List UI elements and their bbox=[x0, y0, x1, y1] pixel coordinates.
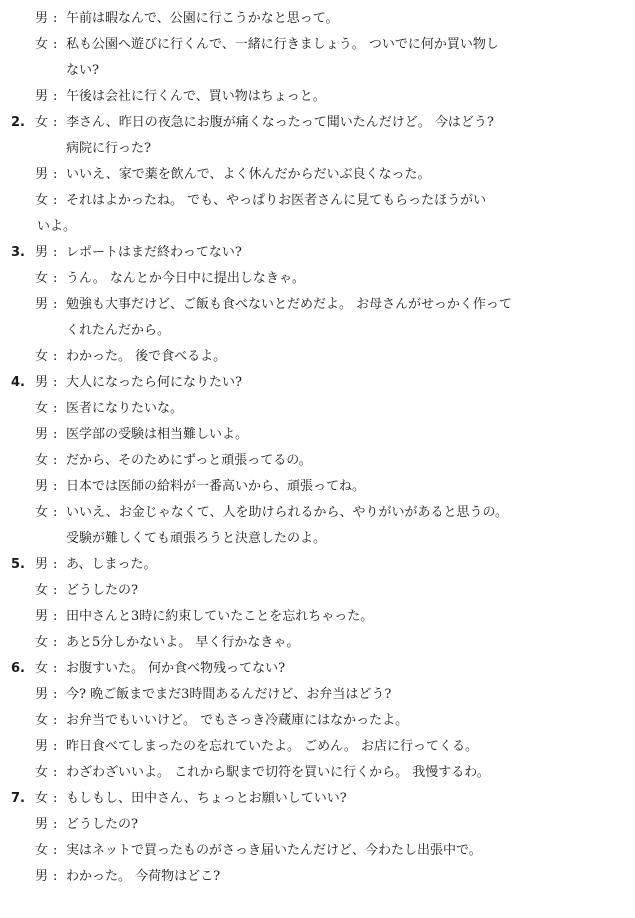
item-number: 5. bbox=[11, 557, 25, 572]
dialogue-line bbox=[0, 6, 635, 32]
dialogue-line bbox=[0, 578, 635, 604]
line-text: どうしたの? bbox=[66, 817, 138, 832]
dialogue-line bbox=[0, 760, 635, 786]
dialogue-line bbox=[0, 474, 635, 500]
line-text: 今? 晩ご飯までまだ3時間あるんだけど、お弁当はどう? bbox=[66, 687, 392, 702]
speaker-label: 女 bbox=[35, 349, 49, 364]
line-text: 午前は暇なんで、公園に行こうかなと思って。 bbox=[66, 11, 339, 26]
line-text: お弁当でもいいけど。 でもさっき冷蔵庫にはなかったよ。 bbox=[66, 713, 409, 728]
line-text: わかった。 後で食べるよ。 bbox=[66, 349, 227, 364]
speaker-label: 女 bbox=[35, 453, 49, 468]
dialogue-line bbox=[0, 500, 635, 526]
speaker-colon: : bbox=[53, 401, 58, 416]
speaker-colon: : bbox=[53, 713, 58, 728]
item-number: 6. bbox=[11, 661, 25, 676]
line-text: どうしたの? bbox=[66, 583, 138, 598]
line-text: 田中さんと3時に約束していたことを忘れちゃった。 bbox=[66, 609, 374, 624]
speaker-colon: : bbox=[53, 37, 58, 52]
speaker-colon: : bbox=[53, 375, 58, 390]
speaker-label: 女 bbox=[35, 583, 49, 598]
dialogue-line bbox=[0, 292, 635, 318]
dialogue-line bbox=[0, 422, 635, 448]
line-text: だから、そのためにずっと頑張ってるの。 bbox=[66, 453, 312, 468]
dialogue-line bbox=[0, 370, 635, 396]
speaker-label: 男 bbox=[35, 817, 49, 832]
line-text: 医学部の受験は相当難しいよ。 bbox=[66, 427, 249, 442]
speaker-colon: : bbox=[53, 427, 58, 442]
line-text: わざわざいいよ。 これから駅まで切符を買いに行くから。 我慢するわ。 bbox=[66, 765, 490, 780]
dialogue-line bbox=[0, 708, 635, 734]
speaker-colon: : bbox=[53, 661, 58, 676]
line-text: いいえ、お金じゃなくて、人を助けられるから、やりがいがあると思うの。 bbox=[66, 505, 509, 520]
line-text: わかった。 今荷物はどこ? bbox=[66, 869, 221, 884]
speaker-colon: : bbox=[53, 817, 58, 832]
dialogue-line bbox=[0, 110, 635, 136]
line-text: あと5分しかないよ。 早く行かなきゃ。 bbox=[66, 635, 300, 650]
speaker-label: 男 bbox=[35, 167, 49, 182]
line-text: 病院に行った? bbox=[66, 141, 151, 156]
dialogue-line bbox=[0, 786, 635, 812]
speaker-label: 男 bbox=[35, 89, 49, 104]
speaker-colon: : bbox=[53, 843, 58, 858]
dialogue-line bbox=[0, 344, 635, 370]
speaker-colon: : bbox=[53, 609, 58, 624]
dialogue-line bbox=[0, 864, 635, 890]
line-text: あ、しまった。 bbox=[66, 557, 157, 572]
line-text: 勉強も大事だけど、ご飯も食べないとだめだよ。 お母さんがせっかく作って bbox=[66, 297, 512, 312]
speaker-colon: : bbox=[53, 115, 58, 130]
speaker-colon: : bbox=[53, 349, 58, 364]
line-text: 大人になったら何になりたい? bbox=[66, 375, 242, 390]
speaker-colon: : bbox=[53, 271, 58, 286]
speaker-colon: : bbox=[53, 687, 58, 702]
speaker-label: 女 bbox=[35, 271, 49, 286]
speaker-label: 男 bbox=[35, 869, 49, 884]
dialogue-line bbox=[0, 318, 635, 344]
line-text: 受験が難しくても頑張ろうと決意したのよ。 bbox=[66, 531, 327, 546]
line-text: くれたんだから。 bbox=[66, 323, 171, 338]
dialogue-line bbox=[0, 266, 635, 292]
dialogue-line bbox=[0, 630, 635, 656]
speaker-label: 女 bbox=[35, 115, 49, 130]
dialogue-line bbox=[0, 604, 635, 630]
speaker-colon: : bbox=[53, 791, 58, 806]
item-number: 7. bbox=[11, 791, 25, 806]
dialogue-line bbox=[0, 526, 635, 552]
line-text: それはよかったね。 でも、やっぱりお医者さんに見てもらったほうがい bbox=[66, 193, 487, 208]
speaker-label: 女 bbox=[35, 843, 49, 858]
speaker-colon: : bbox=[53, 869, 58, 884]
speaker-colon: : bbox=[53, 739, 58, 754]
speaker-colon: : bbox=[53, 167, 58, 182]
line-text: いよ。 bbox=[37, 219, 77, 234]
speaker-colon: : bbox=[53, 11, 58, 26]
dialogue-line bbox=[0, 734, 635, 760]
line-text: もしもし、田中さん、ちょっとお願いしていい? bbox=[66, 791, 347, 806]
speaker-label: 男 bbox=[35, 609, 49, 624]
item-number: 4. bbox=[11, 375, 25, 390]
dialogue-line bbox=[0, 812, 635, 838]
item-number: 2. bbox=[11, 115, 25, 130]
dialogue-line bbox=[0, 32, 635, 58]
speaker-label: 女 bbox=[35, 791, 49, 806]
speaker-label: 男 bbox=[35, 375, 49, 390]
speaker-colon: : bbox=[53, 245, 58, 260]
speaker-colon: : bbox=[53, 297, 58, 312]
line-text: 昨日食べてしまったのを忘れていたよ。 ごめん。 お店に行ってくる。 bbox=[66, 739, 479, 754]
line-text: 実はネットで買ったものがさっき届いたんだけど、今わたし出張中で。 bbox=[66, 843, 482, 858]
speaker-colon: : bbox=[53, 453, 58, 468]
speaker-label: 男 bbox=[35, 297, 49, 312]
speaker-colon: : bbox=[53, 583, 58, 598]
line-text: 日本では医師の給料が一番高いから、頑張ってね。 bbox=[66, 479, 366, 494]
speaker-label: 男 bbox=[35, 557, 49, 572]
speaker-label: 女 bbox=[35, 713, 49, 728]
dialogue-line bbox=[0, 448, 635, 474]
dialogue-line bbox=[0, 188, 635, 214]
line-text: いいえ、家で薬を飲んで、よく休んだからだいぶ良くなった。 bbox=[66, 167, 431, 182]
dialogue-line bbox=[0, 136, 635, 162]
speaker-label: 男 bbox=[35, 245, 49, 260]
speaker-label: 男 bbox=[35, 687, 49, 702]
speaker-label: 女 bbox=[35, 37, 49, 52]
line-text: お腹すいた。 何か食べ物残ってない? bbox=[66, 661, 286, 676]
dialogue-line bbox=[0, 396, 635, 422]
speaker-colon: : bbox=[53, 193, 58, 208]
dialogue-line bbox=[0, 838, 635, 864]
speaker-label: 女 bbox=[35, 193, 49, 208]
dialogue-line bbox=[0, 240, 635, 266]
dialogue-line bbox=[0, 58, 635, 84]
dialogue-line bbox=[0, 84, 635, 110]
speaker-colon: : bbox=[53, 505, 58, 520]
speaker-colon: : bbox=[53, 765, 58, 780]
line-text: 李さん、昨日の夜急にお腹が痛くなったって聞いたんだけど。 今はどう? bbox=[66, 115, 494, 130]
line-text: 私も公園へ遊びに行くんで、一緒に行きましょう。 ついでに何か買い物し bbox=[66, 37, 499, 52]
speaker-label: 男 bbox=[35, 739, 49, 754]
speaker-label: 女 bbox=[35, 635, 49, 650]
item-number: 3. bbox=[11, 245, 25, 260]
line-text: 医者になりたいな。 bbox=[66, 401, 184, 416]
speaker-label: 男 bbox=[35, 479, 49, 494]
speaker-label: 男 bbox=[35, 11, 49, 26]
speaker-label: 女 bbox=[35, 401, 49, 416]
speaker-colon: : bbox=[53, 89, 58, 104]
dialogue-line bbox=[0, 552, 635, 578]
speaker-label: 女 bbox=[35, 661, 49, 676]
speaker-colon: : bbox=[53, 635, 58, 650]
line-text: レポートはまだ終わってない? bbox=[66, 245, 242, 260]
speaker-label: 女 bbox=[35, 765, 49, 780]
line-text: ない? bbox=[66, 63, 99, 78]
speaker-label: 女 bbox=[35, 505, 49, 520]
speaker-colon: : bbox=[53, 557, 58, 572]
dialogue-line bbox=[0, 656, 635, 682]
speaker-colon: : bbox=[53, 479, 58, 494]
dialogue-line bbox=[0, 214, 635, 240]
line-text: 午後は会社に行くんで、買い物はちょっと。 bbox=[66, 89, 326, 104]
dialogue-line bbox=[0, 682, 635, 708]
dialogue-line bbox=[0, 162, 635, 188]
speaker-label: 男 bbox=[35, 427, 49, 442]
line-text: うん。 なんとか今日中に提出しなきゃ。 bbox=[66, 271, 305, 286]
